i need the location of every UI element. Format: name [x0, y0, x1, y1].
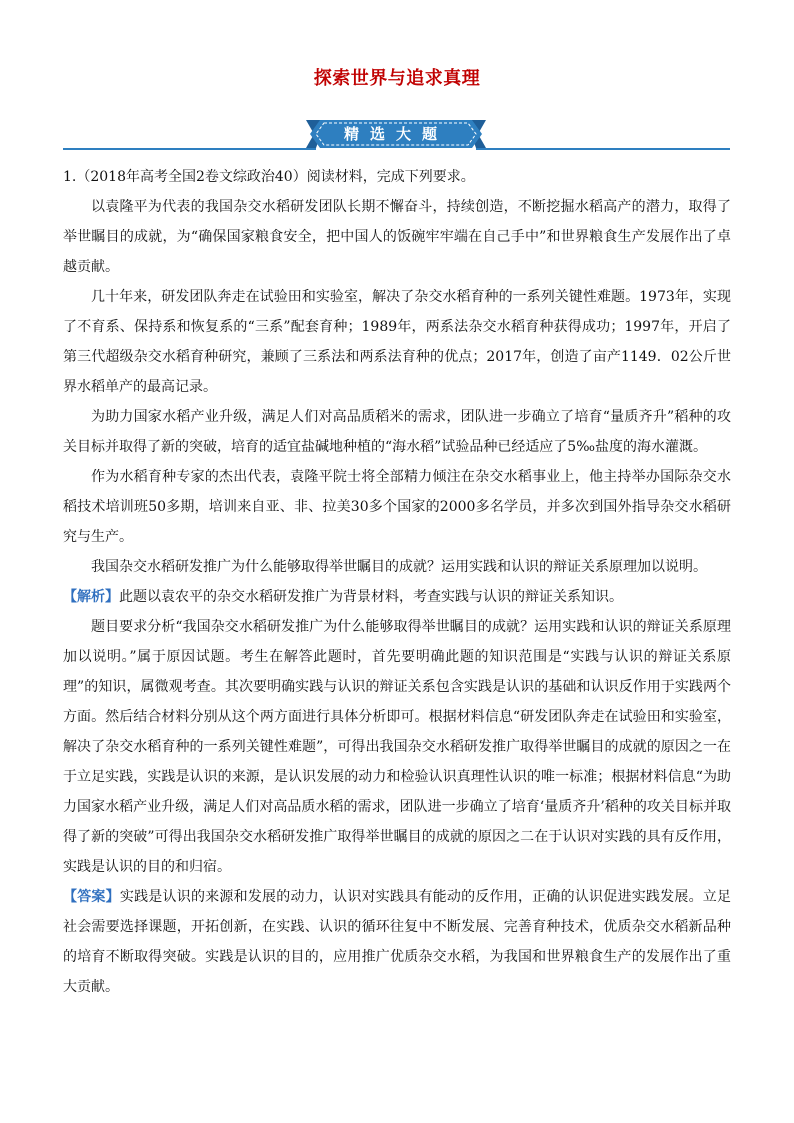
material-paragraph-1: 以袁隆平为代表的我国杂交水稻研发团队长期不懈奋斗，持续创造，不断挖掘水稻高产的潜力，取得了举世瞩目的成就，为“确保国家粮食安全，把中国人的饭碗牢牢端在自己手中”和世界粮食生产发展作出了卓越贡献。	[63, 199, 731, 275]
page-title: 探索世界与追求真理	[313, 68, 481, 89]
question-prompt: 我国杂交水稻研发推广为什么能够取得举世瞩目的成就？运用实践和认识的辩证关系原理加以说明。	[91, 559, 707, 575]
question-header: 1.（2018年高考全国2卷文综政治40）阅读材料，完成下列要求。	[63, 169, 475, 185]
analysis-intro-text: 此题以袁农平的杂交水稻研发推广为背景材料，考查实践与认识的辩证关系知识。	[119, 589, 623, 605]
answer-tag: 【答案】	[63, 889, 120, 905]
material-paragraph-3: 为助力国家水稻产业升级，满足人们对高品质稻米的需求，团队进一步确立了培育“量质齐升”稻种的攻关目标并取得了新的突破，培育的适宜盐碱地种植的“海水稻”试验品种已经适应了5‰盐度的海水灌溉。	[63, 409, 731, 455]
banner-label: 精选大题	[343, 125, 448, 143]
banner-rule-left	[63, 148, 316, 150]
analysis-tag: 【解析】	[63, 589, 119, 605]
section-banner	[0, 114, 794, 158]
analysis-body: 题目要求分析“我国杂交水稻研发推广为什么能够取得举世瞩目的成就？运用实践和认识的辩证关系原理加以说明。”属于原因试题。考生在解答此题时，首先要明确此题的知识范围是“实践与认识的辩证关系原理”的知识，属微观考查。其次要明确实践与认识的辩证关系包含实践是认识的基础和认识反作用于实践两个方面。然后结合材料分别从这个两方面进行具体分析即可。根据材料信息“研发团队奔走在试验田和实验室，解决了杂交水稻育种的一系列关键性难题”，可得出我国杂交水稻研发推广取得举世瞩目的成就的原因之一在于立足实践，实践是认识的来源，是认识发展的动力和检验认识真理性认识的唯一标准；根据材料信息“为助力国家水稻产业升级，满足人们对高品质水稻的需求，团队进一步确立了培育‘量质齐升’稻种的攻关目标并取得了新的突破”可得出我国杂交水稻研发推广取得举世瞩目的成就的原因之二在于认识对实践的具有反作用，实践是认识的目的和归宿。	[63, 619, 731, 875]
banner-rule-right	[476, 148, 730, 150]
question-body	[63, 162, 731, 1002]
answer-text: 实践是认识的来源和发展的动力，认识对实践具有能动的反作用，正确的认识促进实践发展。立足社会需要选择课题，开拓创新，在实践、认识的循环往复中不断发展、完善育种技术，优质杂交水稻新品种的培育不断取得突破。实践是认识的目的，应用推广优质杂交水稻，为我国和世界粮食生产的发展作出了重大贡献。	[63, 889, 732, 995]
analysis-intro	[63, 582, 731, 612]
material-paragraph-4: 作为水稻育种专家的杰出代表，袁隆平院士将全部精力倾注在杂交水稻事业上，他主持举办国际杂交水稻技术培训班50多期，培训来自亚、非、拉美30多个国家的2000多名学员，并多次到国外指导杂交水稻研究与生产。	[63, 469, 731, 545]
answer-paragraph	[63, 882, 731, 1002]
material-paragraph-2: 几十年来，研发团队奔走在试验田和实验室，解决了杂交水稻育种的一系列关键性难题。1973年，实现了不育系、保持系和恢复系的“三系”配套育种；1989年，两系法杂交水稻育种获得成功；1997年，开启了第三代超级杂交水稻育种研究，兼顾了三系法和两系法育种的优点；2017年，创造了亩产1149．02公斤世界水稻单产的最高记录。	[63, 289, 731, 395]
